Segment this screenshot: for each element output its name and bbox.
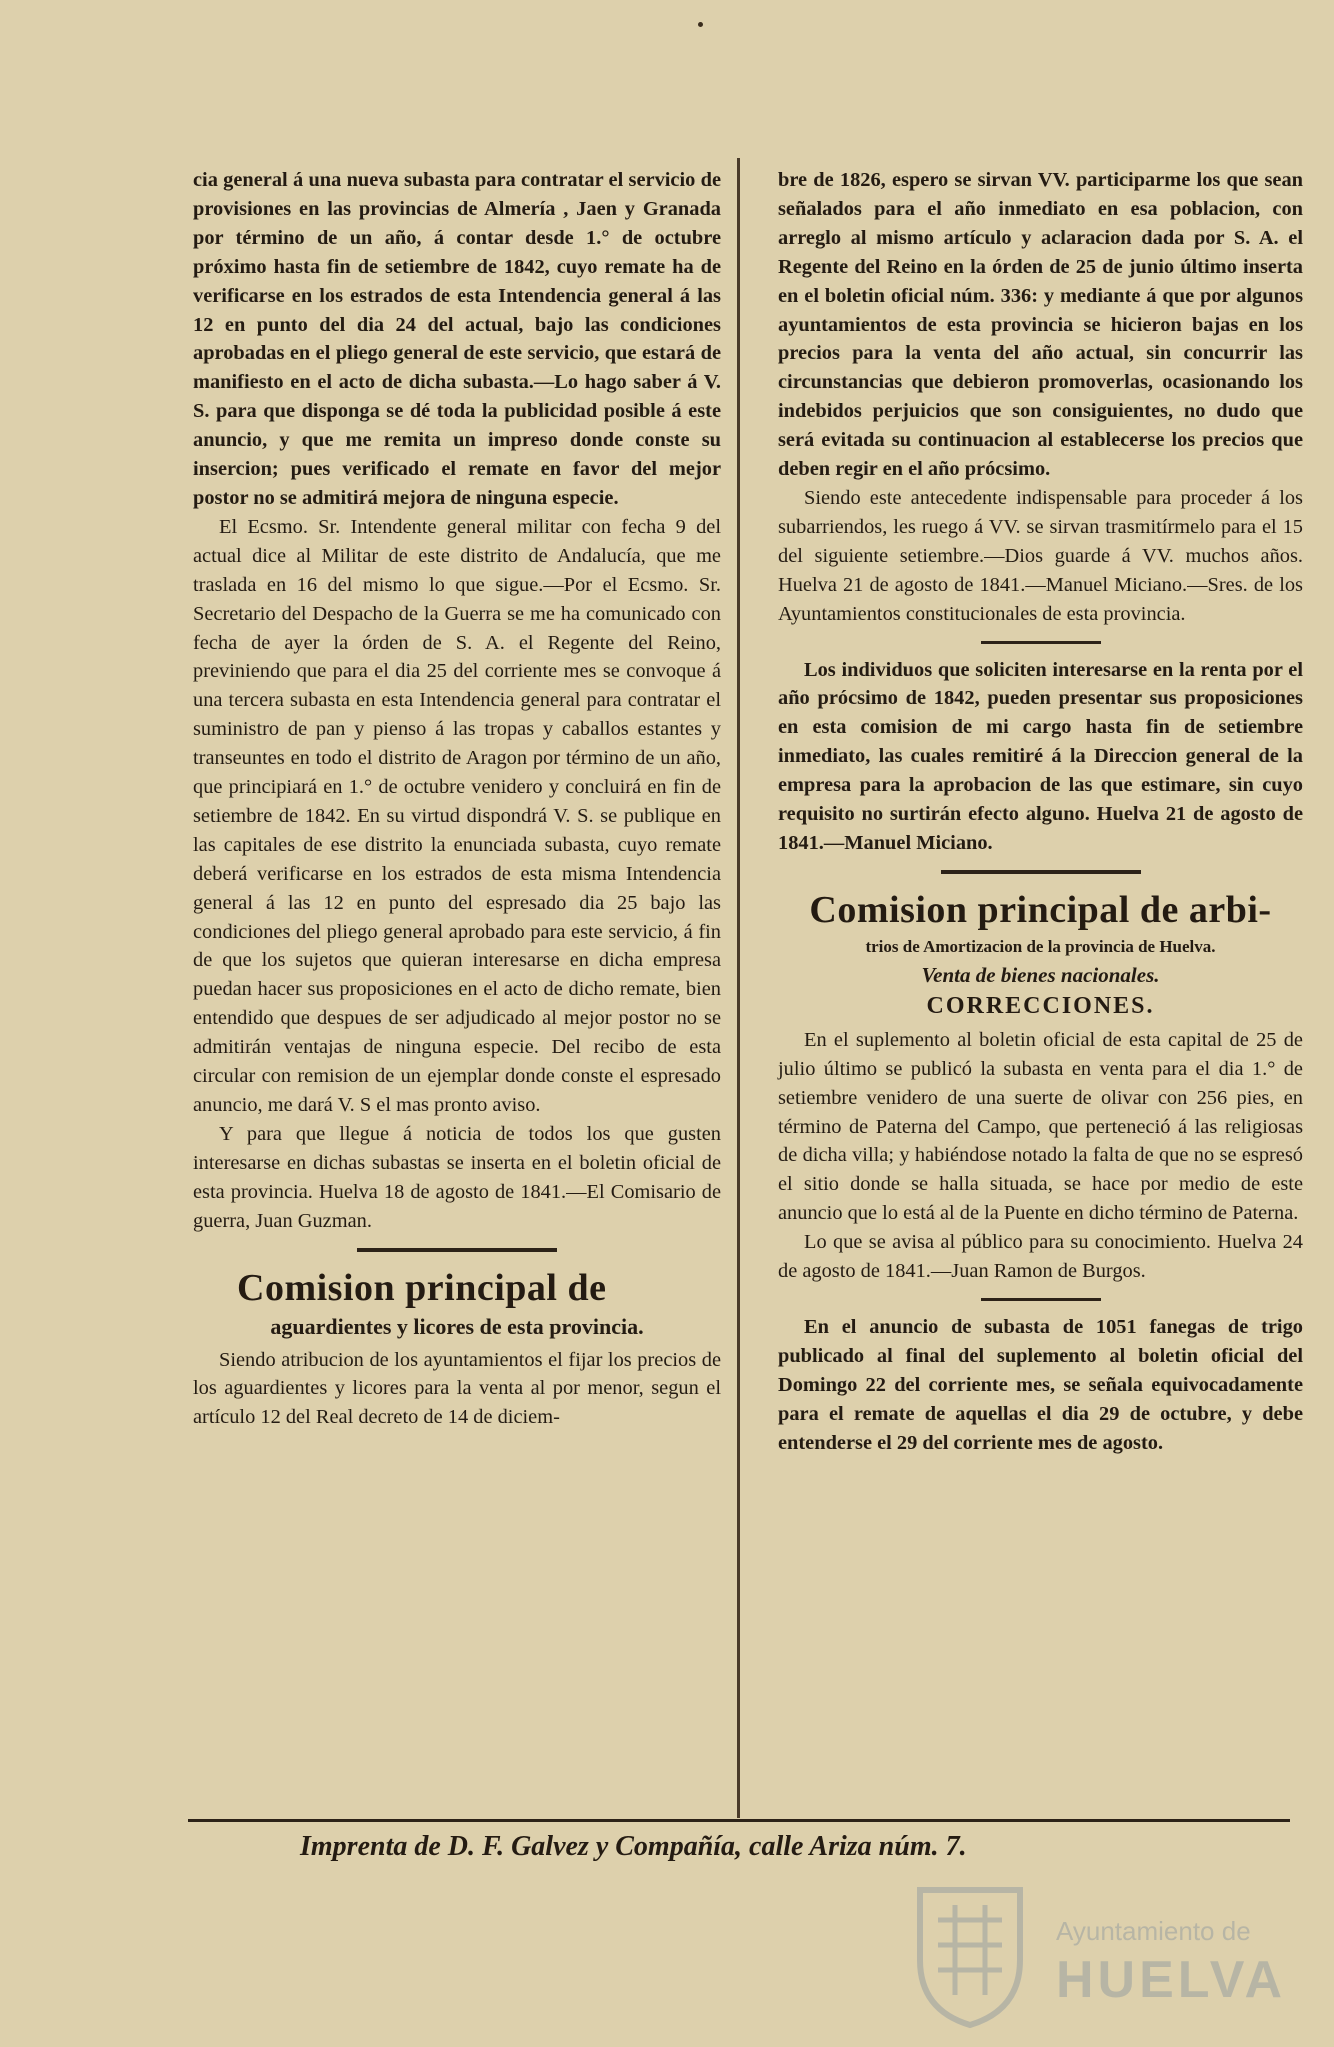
right-paragraph-5: Lo que se avisa al público para su conocimiento. Huelva 24 de agosto de 1841.—Juan Ramon de Burgos. — [778, 1231, 1303, 1283]
section-divider-right — [941, 870, 1141, 874]
printer-imprint: Imprenta de D. F. Galvez y Compañía, calle Ariza núm. 7. — [300, 1831, 967, 1862]
column-divider — [737, 158, 740, 1818]
section-heading-aguardientes: Comision principal de — [237, 1266, 607, 1309]
section-divider — [357, 1248, 557, 1252]
right-paragraph-3: Los individuos que soliciten interesarse en la renta por el año prócsimo de 1842, pueden presentar sus proposiciones en esta comision de mi cargo hasta fin de setiembre inmediato, las cuales remitiré á la Direccion general de la empresa para la aprobacion de las que estimare, sin cuyo requisito no surtirán efecto alguno. Huelva 21 de agosto de 1841.—Manuel Miciano. — [778, 658, 1303, 854]
right-paragraph-4: En el suplemento al boletin oficial de esta capital de 25 de julio último se publicó la subasta en venta para el dia 1.° de setiembre venidero de una suerte de olivar con 256 pies, en término de Paterna del Campo, que perteneció á las religiosas de dicha villa; y habiéndose notado la falta de que no se espresó el sitio donde se halla situada, se hace por medio de este anuncio que lo está al de la Puente en dicho término de Paterna. — [778, 1028, 1303, 1225]
left-column — [193, 166, 721, 1432]
watermark — [910, 1880, 1287, 2030]
section-heading-arbitrios: Comision principal de arbi- — [809, 888, 1272, 931]
footer-rule — [188, 1819, 1290, 1822]
right-paragraph-6: En el anuncio de subasta de 1051 fanegas de trigo publicado al final del suplemento al boletin oficial del Domingo 22 del corriente mes, se señala equivocadamente para el remate de aquellas el dia 29 de octubre, y debe entenderse el 29 del corriente mes de agosto. — [778, 1316, 1303, 1454]
watermark-line-2: HUELVA — [1056, 1951, 1287, 2009]
right-paragraph-1: bre de 1826, espero se sirvan VV. participarme los que sean señalados para el año inmediato en esa poblacion, con arreglo al mismo artículo y aclaracion dada por S. A. el Regente del Reino en la órden de 25 de junio último inserta en el boletin oficial núm. 336: y mediante á que por algunos ayuntamientos de esta provincia se hicieron bajas en los precios para la venta del año actual, sin concurrir las circunstancias que debieron promoverlas, ocasionando los indebidos perjuicios que son consiguientes, no dudo que será evitada su continuacion al establecerse los precios que deben regir en el año prócsimo. — [778, 169, 1303, 481]
notice-divider-2 — [981, 1298, 1101, 1301]
page-dot — [698, 22, 703, 27]
section-subheading-aguardientes: aguardientes y licores de esta provincia. — [270, 1313, 644, 1339]
crest-icon — [910, 1880, 1030, 2030]
section-subheading-arbitrios: trios de Amortizacion de la provincia de Huelva. — [865, 936, 1216, 956]
left-paragraph-1: cia general á una nueva subasta para contratar el servicio de provisiones en las provincias de Almería , Jaen y Granada por término de un año, á contar desde 1.° de octubre próximo hasta fin de setiembre de 1842, cuyo remate ha de verificarse en los estrados de esta Intendencia general á las 12 en punto del dia 24 del actual, bajo las condiciones aprobadas en el pliego general de este servicio, que estará de manifiesto en el acto de dicha subasta.—Lo hago saber á V. S. para que disponga se dé toda la publicidad posible á este anuncio, y que me remita un impreso donde conste su insercion; pues verificado el remate en favor del mejor postor no se admitirá mejora de ninguna especie. — [193, 169, 721, 509]
left-paragraph-3: Y para que llegue á noticia de todos los que gusten interesarse en dichas subastas se inserta en el boletin oficial de esta provincia. Huelva 18 de agosto de 1841.—El Comisario de guerra, Juan Guzman. — [193, 1122, 721, 1232]
corrections-heading: CORRECCIONES. — [926, 992, 1155, 1019]
notice-divider — [981, 641, 1101, 644]
left-paragraph-2: El Ecsmo. Sr. Intendente general militar con fecha 9 del actual dice al Militar de este distrito de Andalucía, que me traslada en 16 del mismo lo que sigue.—Por el Ecsmo. Sr. Secretario del Despacho de la Guerra se me ha comunicado con fecha de ayer la órden de S. A. el Regente del Reino, previniendo que para el dia 25 del corriente mes se convoque á una tercera subasta en esta Intendencia general para contratar el suministro de pan y pienso á las tropas y caballos estantes y transeuntes en todo el distrito de Aragon por término de un año, que principiará en 1.° de octubre venidero y concluirá en fin de setiembre de 1842. En su virtud dispondrá V. S. se publique en las capitales de ese distrito la enunciada subasta, cuyo remate deberá verificarse en los estrados de esta misma Intendencia general á las 12 en punto del espresado dia 25 bajo las condiciones del pliego general aprobado para este servicio, á fin de que los sujetos que quieran interesarse en dicha empresa puedan hacer sus proposiciones en el acto de dicho remate, bien entendido que despues de ser adjudicado al mejor postor no se admitirán ventajas de ninguna especie. Del recibo de esta circular con remision de un ejemplar donde conste el espresado anuncio, me dará V. S el mas pronto aviso. — [193, 515, 721, 1116]
watermark-line-1: Ayuntamiento de — [1056, 1916, 1251, 1946]
left-paragraph-4: Siendo atribucion de los ayuntamientos el fijar los precios de los aguardientes y licores para la venta al por menor, segun el artículo 12 del Real decreto de 14 de diciem- — [193, 1348, 721, 1429]
right-column — [778, 166, 1303, 1458]
right-paragraph-2: Siendo este antecedente indispensable para proceder á los subarriendos, les ruego á VV. se sirvan trasmitírmelo para el 15 del siguiente setiembre.—Dios guarde á VV. muchos años. Huelva 21 de agosto de 1841.—Manuel Miciano.—Sres. de los Ayuntamientos constitucionales de esta provincia. — [778, 486, 1303, 625]
section-italic-subtitle: Venta de bienes nacionales. — [921, 962, 1160, 987]
